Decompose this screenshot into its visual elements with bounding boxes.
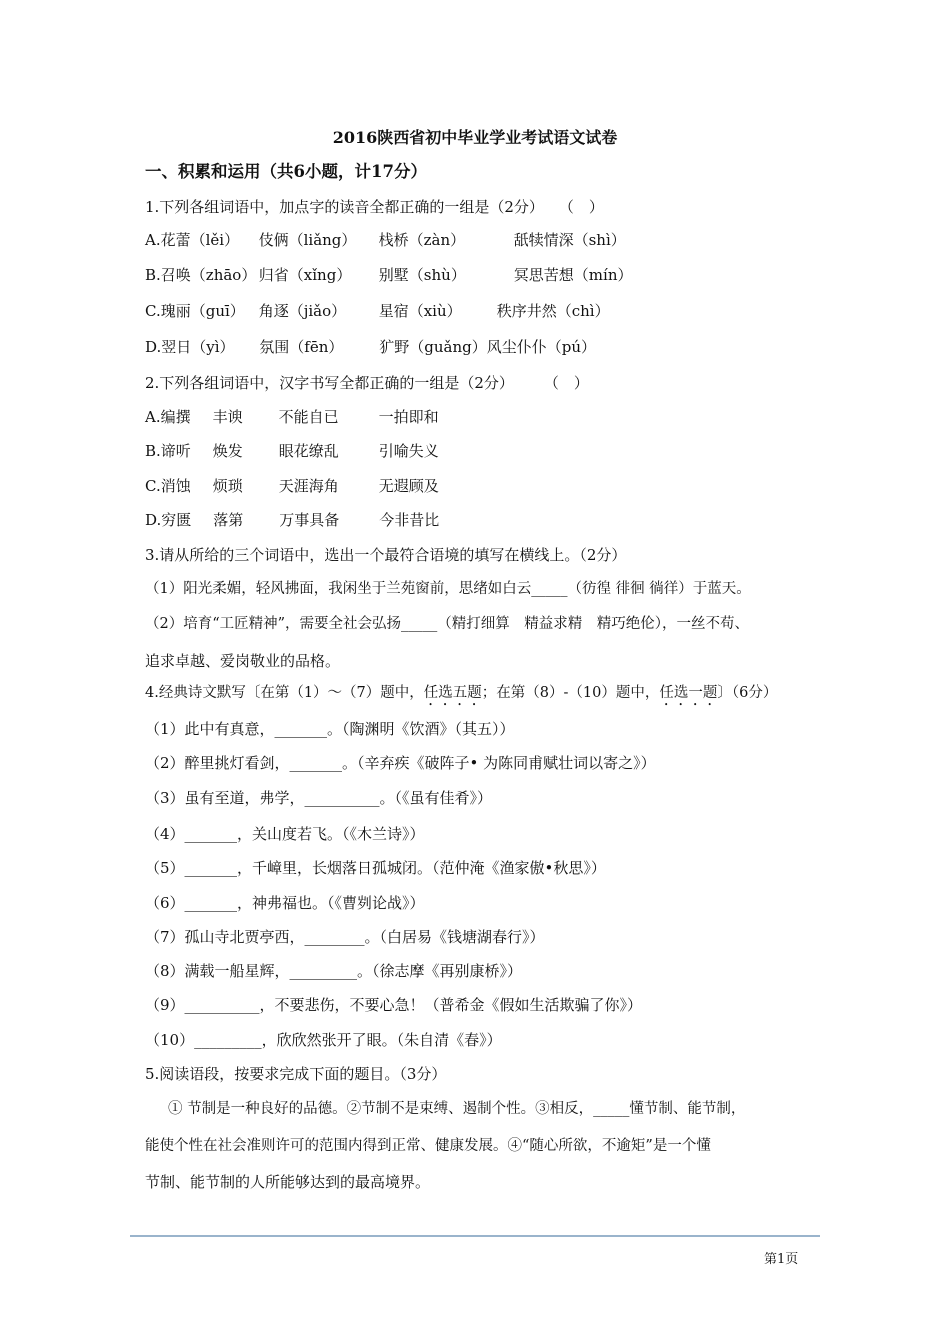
q1-option-a [145,230,626,250]
q4-item: （1）此中有真意，_______。（陶渊明《饮酒》（其五）） [145,720,515,738]
footer-divider [130,1235,820,1237]
option-word: 烦琐 [212,477,243,495]
option-word: 谛听 [160,442,191,460]
section-heading-1: 一、积累和运用（共6小题，计17分） [145,162,427,181]
q4-emphasis-five: 任选五题 [423,685,482,701]
option-label: B. [145,442,161,460]
q4-stem [145,683,777,709]
option-word: 穷匮 [161,511,192,529]
option-word: 召唤（zhāo） [160,266,257,284]
option-word: 伎俩（liǎng） [258,231,357,249]
q1-option-d [145,337,596,357]
q1-stem: 1.下列各组词语中，加点字的读音全都正确的一组是（2分） （ ） [145,198,604,216]
option-word: 瑰丽（guī） [160,302,245,320]
option-word: 栈桥（zàn） [378,231,466,249]
option-word: 焕发 [212,442,243,460]
q4-item: （4）_______，关山度若飞。（《木兰诗》） [145,825,425,843]
q2-stem: 2.下列各组词语中，汉字书写全都正确的一组是（2分） （ ） [145,374,589,392]
option-label: B. [145,266,161,284]
q4-item: （10）_________，欣欣然张开了眼。（朱自清《春》） [145,1031,502,1049]
option-word: 别墅（shù） [378,266,466,284]
option-label: C. [145,477,161,495]
option-word: 风尘仆仆（pú） [486,338,596,356]
option-word: 翌日（yì） [161,338,235,356]
q4-item: （5）_______，千嶂里，长烟落日孤城闭。（范仲淹《渔家傲•秋思》） [145,859,606,877]
q4-item: （3）虽有至道，弗学，__________。（《虽有佳肴》） [145,789,493,807]
q4-emphasis-one: 任选一题 [659,685,718,701]
option-label: A. [145,231,161,249]
option-label: A. [145,408,161,426]
q2-option-d [145,510,439,530]
q2-option-c [145,476,439,496]
q2-option-a [145,407,439,427]
option-word: 犷野（guǎng） [379,338,487,356]
q4-item: （7）孤山寺北贾亭西，________。（白居易《钱塘湖春行》） [145,928,545,946]
option-word: 落第 [213,511,244,529]
option-word: 秩序井然（chì） [496,302,610,320]
q5-passage-line: 节制、能节制的人所能够达到的最高境界。 [145,1173,431,1191]
option-label: D. [145,338,162,356]
page-title: 2016陕西省初中毕业学业考试语文试卷 [332,128,618,147]
q3-sentence-1: （1）阳光柔媚，轻风拂面，我闲坐于兰苑窗前，思绪如白云_____（彷徨 徘徊 徜徉）于蓝天。 [145,581,751,597]
page-number: 第1页 [764,1252,799,1267]
option-word: 消蚀 [160,477,191,495]
option-word: 编撰 [160,408,191,426]
q1-option-c [145,301,610,321]
option-label: D. [145,511,162,529]
option-label: C. [145,302,161,320]
option-word: 今非昔比 [379,511,440,529]
option-word: 舐犊情深（shì） [513,231,626,249]
option-word: 星宿（xiù） [378,302,462,320]
q2-option-b [145,441,439,461]
option-word: 天涯海角 [278,477,339,495]
q5-passage-line: 能使个性在社会准则许可的范围内得到正常、健康发展。④“随心所欲，不逾矩”是一个懂 [145,1138,711,1154]
option-word: 一拍即和 [378,408,439,426]
q4-item: （2）醉里挑灯看剑，_______。（辛弃疾《破阵子• 为陈同甫赋壮词以寄之》） [145,754,656,772]
q3-stem: 3.请从所给的三个词语中，选出一个最符合语境的填写在横线上。（2分） [145,546,627,564]
q4-stem-part: 4.经典诗文默写〔在第（1）～（7）题中， [145,685,424,701]
q4-stem-part: 〕（6分） [717,685,778,701]
q5-passage-line: ① 节制是一种良好的品德。②节制不是束缚、遏制个性。③相反，_____懂节制、能节制， [168,1101,746,1117]
option-word: 花蕾（lěi） [160,231,240,249]
q4-item: （6）_______，神弗福也。（《曹刿论战》） [145,894,425,912]
q5-stem: 5.阅读语段，按要求完成下面的题目。（3分） [145,1065,447,1083]
option-word: 冥思苦想（mín） [513,266,633,284]
option-word: 无遐顾及 [378,477,439,495]
q4-stem-part: ；在第（8）-（10）题中， [481,685,660,701]
option-word: 氛围（fēn） [259,338,344,356]
option-word: 不能自已 [278,408,339,426]
option-word: 引喻失义 [378,442,439,460]
option-word: 角逐（jiǎo） [258,302,347,320]
option-word: 万事具备 [279,511,340,529]
option-word: 眼花缭乱 [278,442,339,460]
q1-option-b [145,265,632,285]
q4-item: （8）满载一船星辉，_________。（徐志摩《再别康桥》） [145,962,523,980]
option-word: 丰谀 [212,408,243,426]
q3-sentence-2: （2）培育“工匠精神”，需要全社会弘扬_____（精打细算 精益求精 精巧绝伦），一丝不苟、 [145,616,750,632]
q4-item: （9）__________，不要悲伤，不要心急！（普希金《假如生活欺骗了你》） [145,996,643,1014]
option-word: 归省（xǐng） [258,266,352,284]
q3-sentence-2-cont: 追求卓越、爱岗敬业的品格。 [145,652,341,670]
